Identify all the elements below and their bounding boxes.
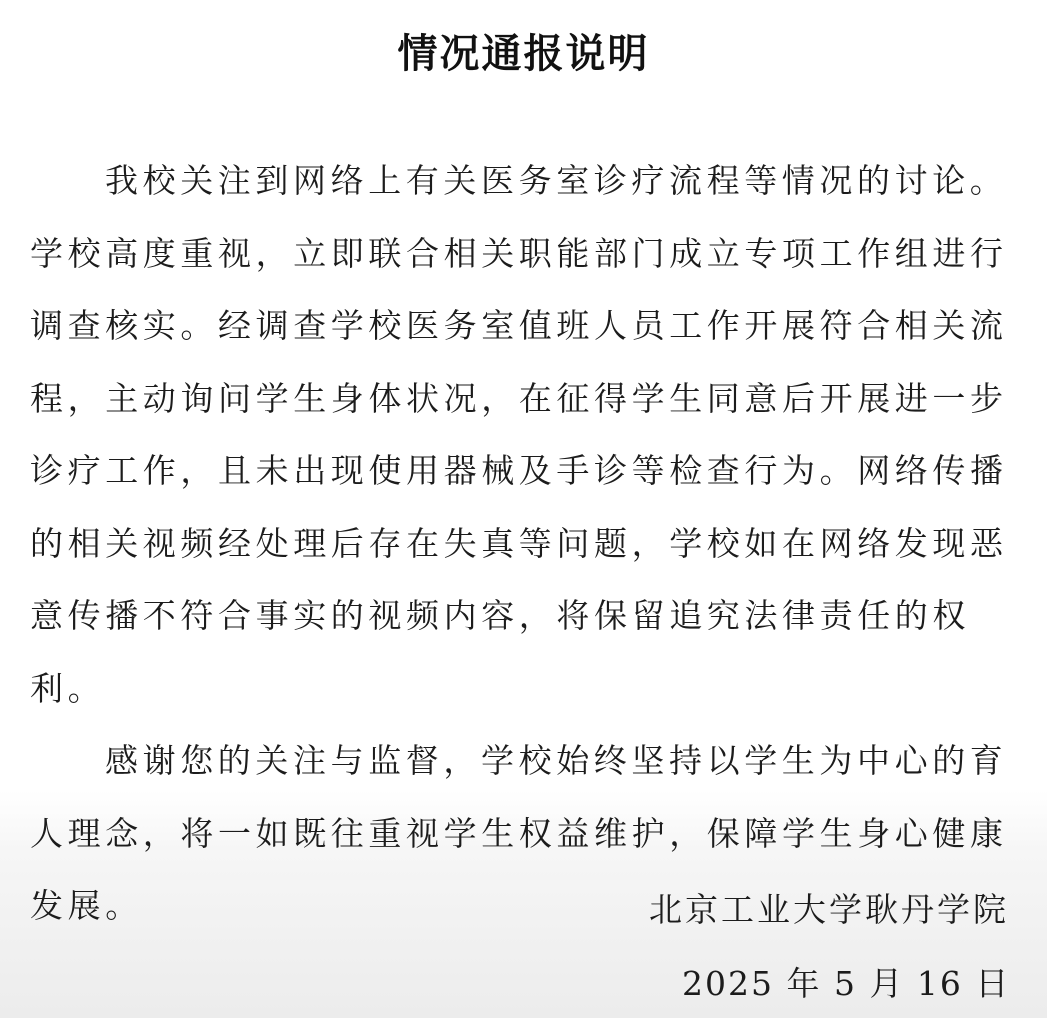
issuer-signature: 北京工业大学耿丹学院 — [649, 890, 1009, 929]
issue-date: 2025 年 5 月 16 日 — [682, 964, 1011, 1003]
page-title: 情况通报说明 — [397, 30, 650, 77]
paragraph-thanks: 感谢您的关注与监督，学校始终坚持以学生为中心的育人理念，将一如既往重视学生权益维护，保障学生身心健康发展。 — [30, 741, 1008, 925]
paragraph-investigation: 我校关注到网络上有关医务室诊疗流程等情况的讨论。学校高度重视，立即联合相关职能部门成立专项工作组进行调查核实。经调查学校医务室值班人员工作开展符合相关流程，主动询问学生身体状况，在征得学生同意后开展进一步诊疗工作，且未出现使用器械及手诊等检查行为。网络传播的相关视频经处理后存在失真等问题，学校如在网络发现恶意传播不符合事实的视频内容，将保留追究法律责任的权利。 — [30, 161, 1008, 708]
notice-body — [30, 145, 1030, 943]
